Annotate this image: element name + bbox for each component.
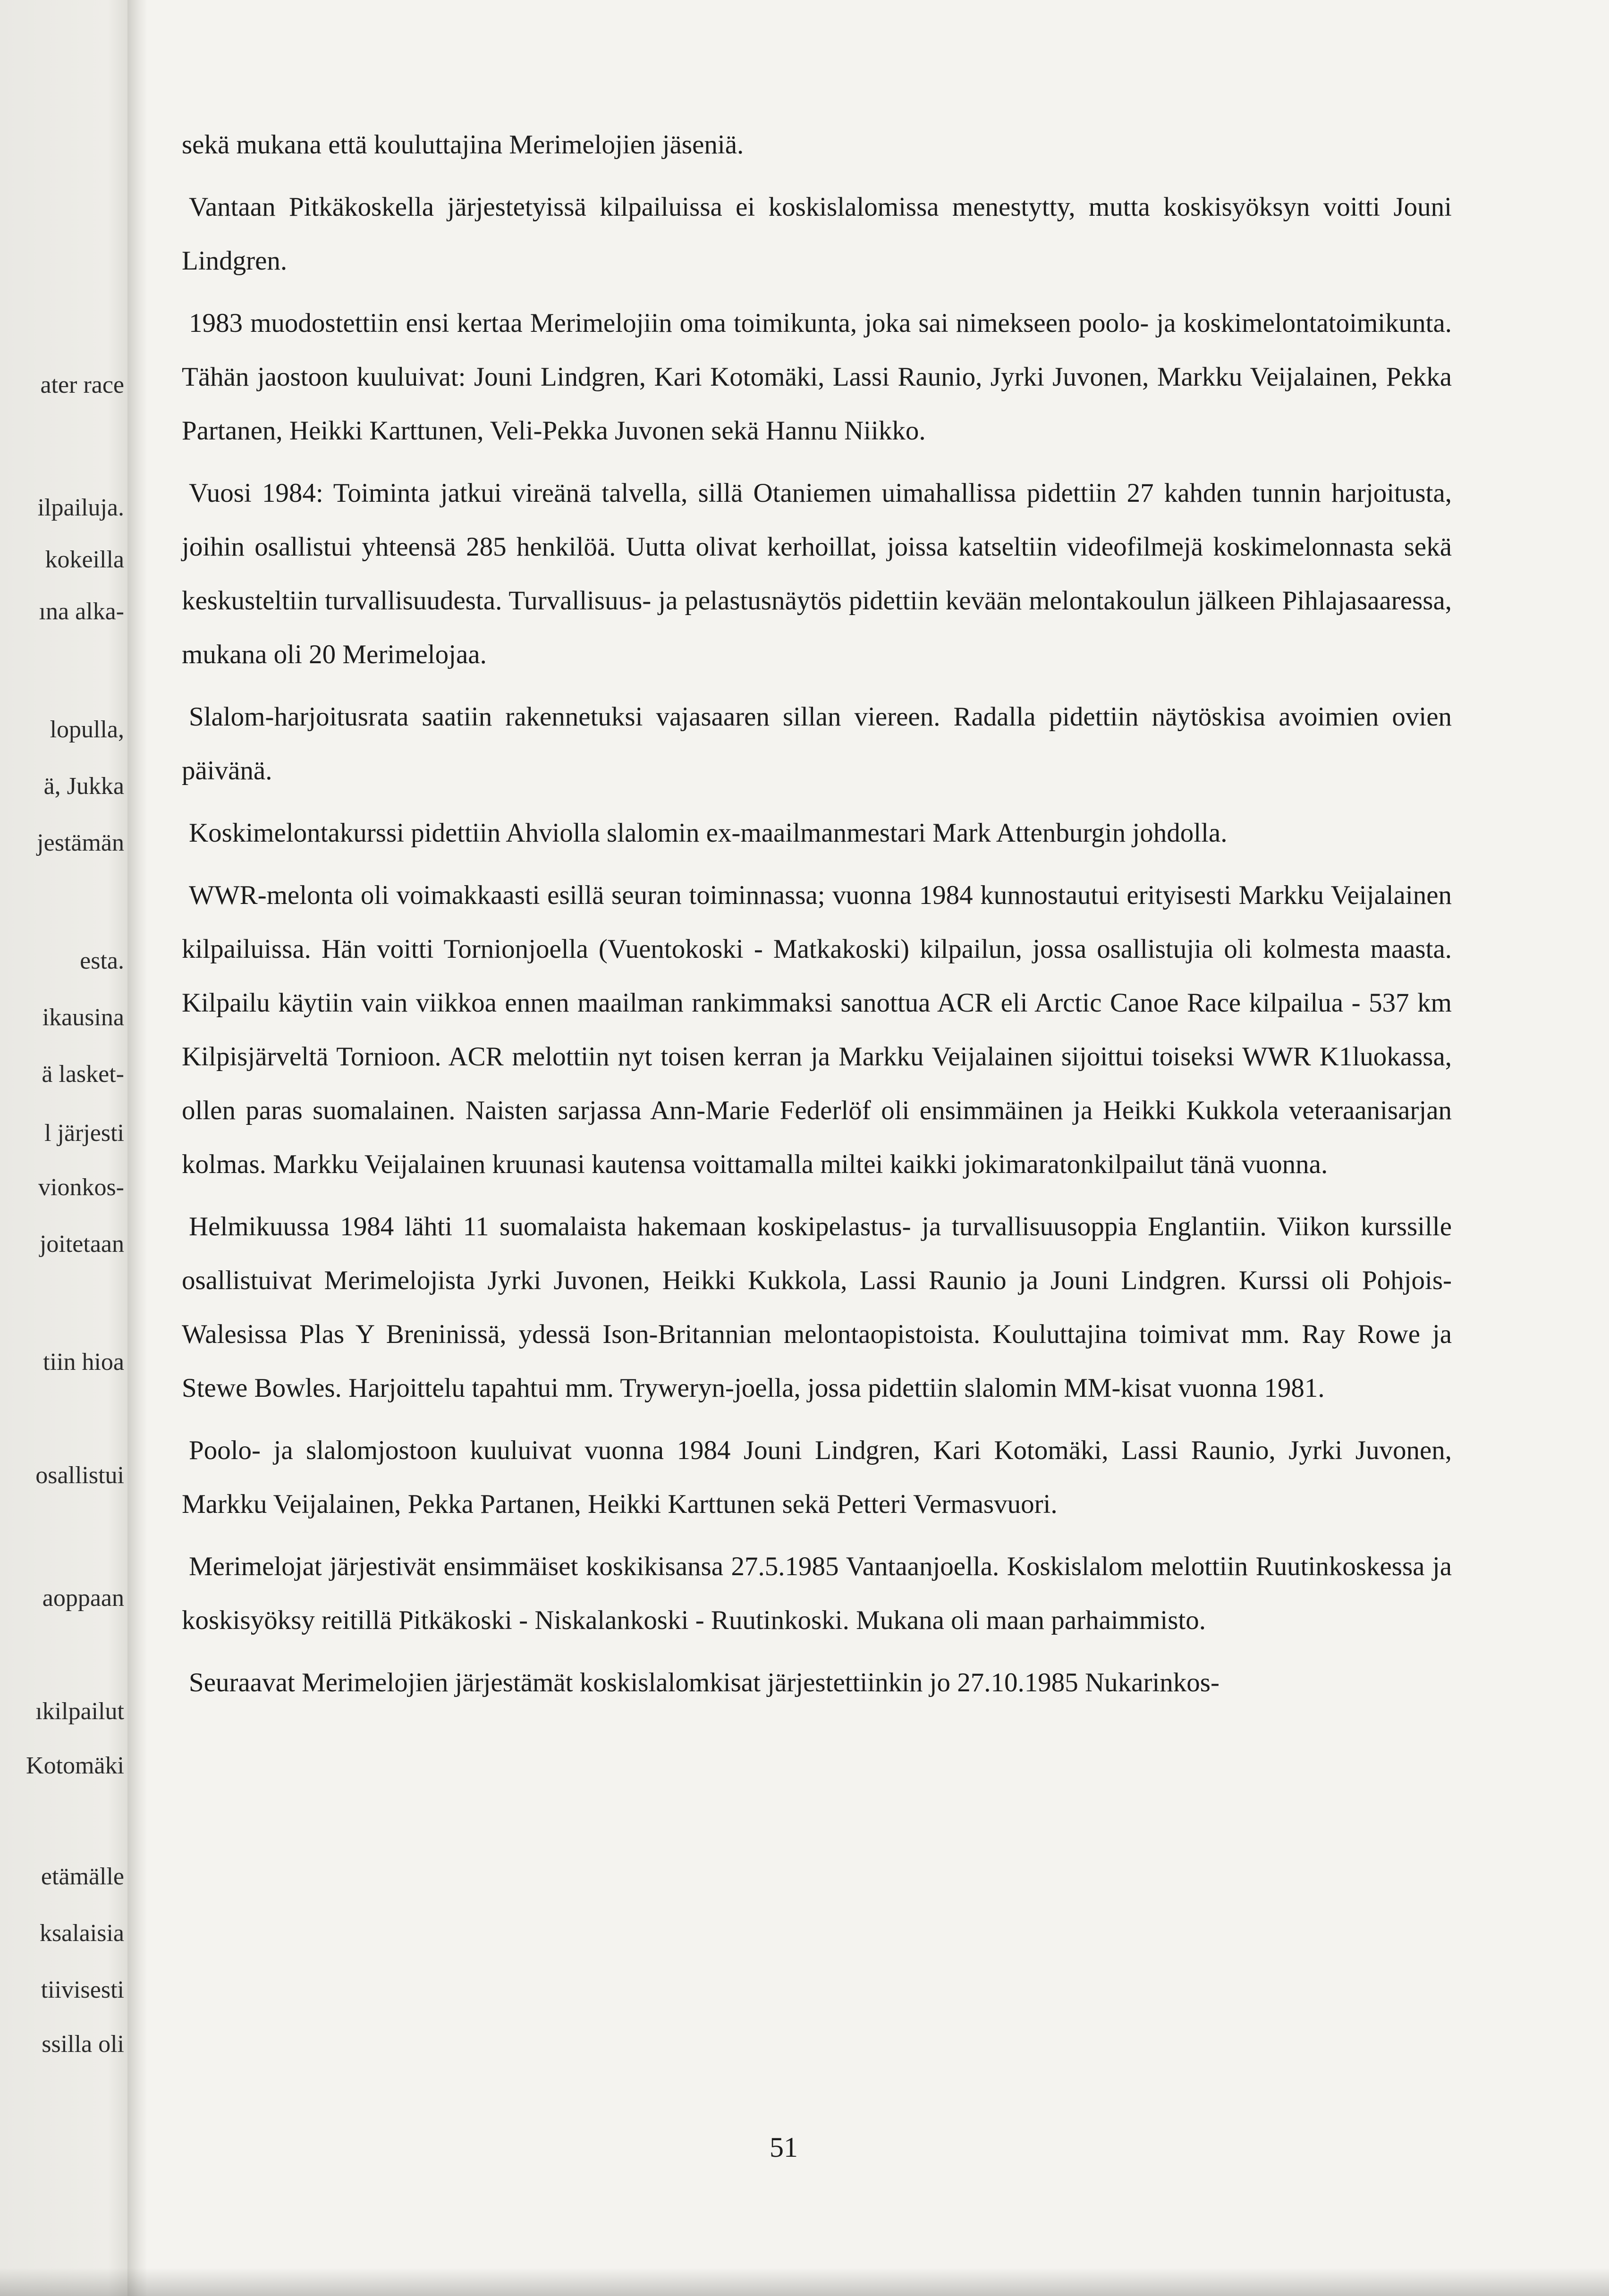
paragraph: Slalom-harjoitusrata saatiin rakennetuksi vajasaaren sillan viereen. Radalla pidettiin näytöskisa avoimien ovien päivänä. (182, 702, 1452, 785)
book-gutter (127, 0, 146, 2296)
facing-page-line: vionkos- (38, 1174, 124, 1201)
paragraph: Koskimelontakurssi pidettiin Ahviolla slalomin ex-maailmanmestari Mark Attenburgin johdolla. (189, 818, 1228, 848)
page-body (182, 118, 1452, 1718)
facing-page-line: ksalaisia (39, 1920, 124, 1947)
page-number: 51 (770, 2132, 798, 2163)
facing-page-line: kokeilla (45, 546, 124, 573)
scan-edge-shadow (0, 2268, 1609, 2296)
paragraph: WWR-melonta oli voimakkaasti esillä seuran toiminnassa; vuonna 1984 kunnostautui erityisesti Markku Veijalainen kilpailuissa. Hän voitti Tornionjoella (Vuentokoski - Matkakoski) kilpailun, jossa osallistujia oli kolmesta maasta. Kilpailu käytiin vain viikkoa ennen maailman rankimmaksi sanottua ACR eli Arctic Canoe Race kilpailua - 537 km Kilpisjärveltä Tornioon. ACR melottiin nyt toisen kerran ja Markku Veijalainen sijoittui toiseksi WWR K1luokassa, ollen paras suomalainen. Naisten sarjassa Ann-Marie Federlöf oli ensimmäinen ja Heikki Kukkola veteraanisarjan kolmas. Markku Veijalainen kruunasi kautensa voittamalla miltei kaikki jokimaratonkilpailut tänä vuonna. (182, 880, 1452, 1179)
facing-page-line: ıkilpailut (35, 1698, 124, 1725)
facing-page-line: l järjesti (44, 1120, 124, 1147)
facing-page-line: Kotomäki (26, 1752, 124, 1779)
facing-page-line: ilpailuja. (37, 494, 124, 521)
facing-page-line: jestämän (37, 829, 124, 856)
facing-page-fragment (0, 0, 135, 2296)
facing-page-line: etämälle (41, 1863, 124, 1890)
paragraph: Poolo- ja slalomjostoon kuuluivat vuonna 1984 Jouni Lindgren, Kari Kotomäki, Lassi Raunio, Jyrki Juvonen, Markku Veijalainen, Pekka Partanen, Heikki Karttunen sekä Petteri Vermasvuori. (182, 1435, 1452, 1519)
facing-page-line: tiin hioa (43, 1349, 124, 1376)
facing-page-line: ssilla oli (42, 2031, 124, 2058)
facing-page-line: joitetaan (39, 1231, 124, 1258)
paragraph: sekä mukana että kouluttajina Merimelojien jäseniä. (182, 130, 744, 160)
facing-page-line: ater race (40, 371, 124, 398)
paragraph: Merimelojat järjestivät ensimmäiset koskikisansa 27.5.1985 Vantaanjoella. Koskislalom melottiin Ruutinkoskessa ja koskisyöksy reitillä Pitkäkoski - Niskalankoski - Ruutinkoski. Mukana oli maan parhaimmisto. (182, 1552, 1452, 1635)
facing-page-line: ä lasket- (42, 1061, 124, 1088)
facing-page-line: ä, Jukka (43, 773, 124, 800)
paragraph: Vantaan Pitkäkoskella järjestetyissä kilpailuissa ei koskislalomissa menestytty, mutta koskisyöksyn voitti Jouni Lindgren. (182, 192, 1452, 276)
facing-page-line: lopulla, (50, 716, 124, 743)
facing-page-line: aoppaan (42, 1585, 124, 1612)
paragraph: Seuraavat Merimelojien järjestämät koskislalomkisat järjestettiinkin jo 27.10.1985 Nukarinkos- (189, 1668, 1219, 1697)
facing-page-line: tiivisesti (41, 1976, 124, 2003)
paragraph: 1983 muodostettiin ensi kertaa Merimelojiin oma toimikunta, joka sai nimekseen poolo- ja koskimelontatoimikunta. Tähän jaostoon kuuluivat: Jouni Lindgren, Kari Kotomäki, Lassi Raunio, Jyrki Juvonen, Markku Veijalainen, Pekka Partanen, Heikki Karttunen, Veli-Pekka Juvonen sekä Hannu Niikko. (182, 308, 1452, 446)
facing-page-line: esta. (80, 947, 124, 974)
facing-page-line: osallistui (35, 1462, 124, 1489)
paragraph: Vuosi 1984: Toiminta jatkui vireänä talvella, sillä Otaniemen uimahallissa pidettiin 27 kahden tunnin harjoitusta, joihin osallistui yhteensä 285 henkilöä. Uutta olivat kerhoillat, joissa katseltiin videofilmejä koskimelonnasta sekä keskusteltiin turvallisuudesta. Turvallisuus- ja pelastusnäytös pidettiin kevään melontakoulun jälkeen Pihlajasaaressa, mukana oli 20 Merimelojaa. (182, 478, 1452, 669)
paragraph: Helmikuussa 1984 lähti 11 suomalaista hakemaan koskipelastus- ja turvallisuusoppia Englantiin. Viikon kurssille osallistuivat Merimelojista Jyrki Juvonen, Heikki Kukkola, Lassi Raunio ja Jouni Lindgren. Kurssi oli Pohjois-Walesissa Plas Y Breninissä, ydessä Ison-Britannian melontaopistoista. Kouluttajina toimivat mm. Ray Rowe ja Stewe Bowles. Harjoittelu tapahtui mm. Tryweryn-joella, jossa pidettiin slalomin MM-kisat vuonna 1981. (182, 1212, 1452, 1403)
facing-page-line: ına alka- (39, 598, 124, 625)
facing-page-line: ikausina (42, 1004, 124, 1031)
